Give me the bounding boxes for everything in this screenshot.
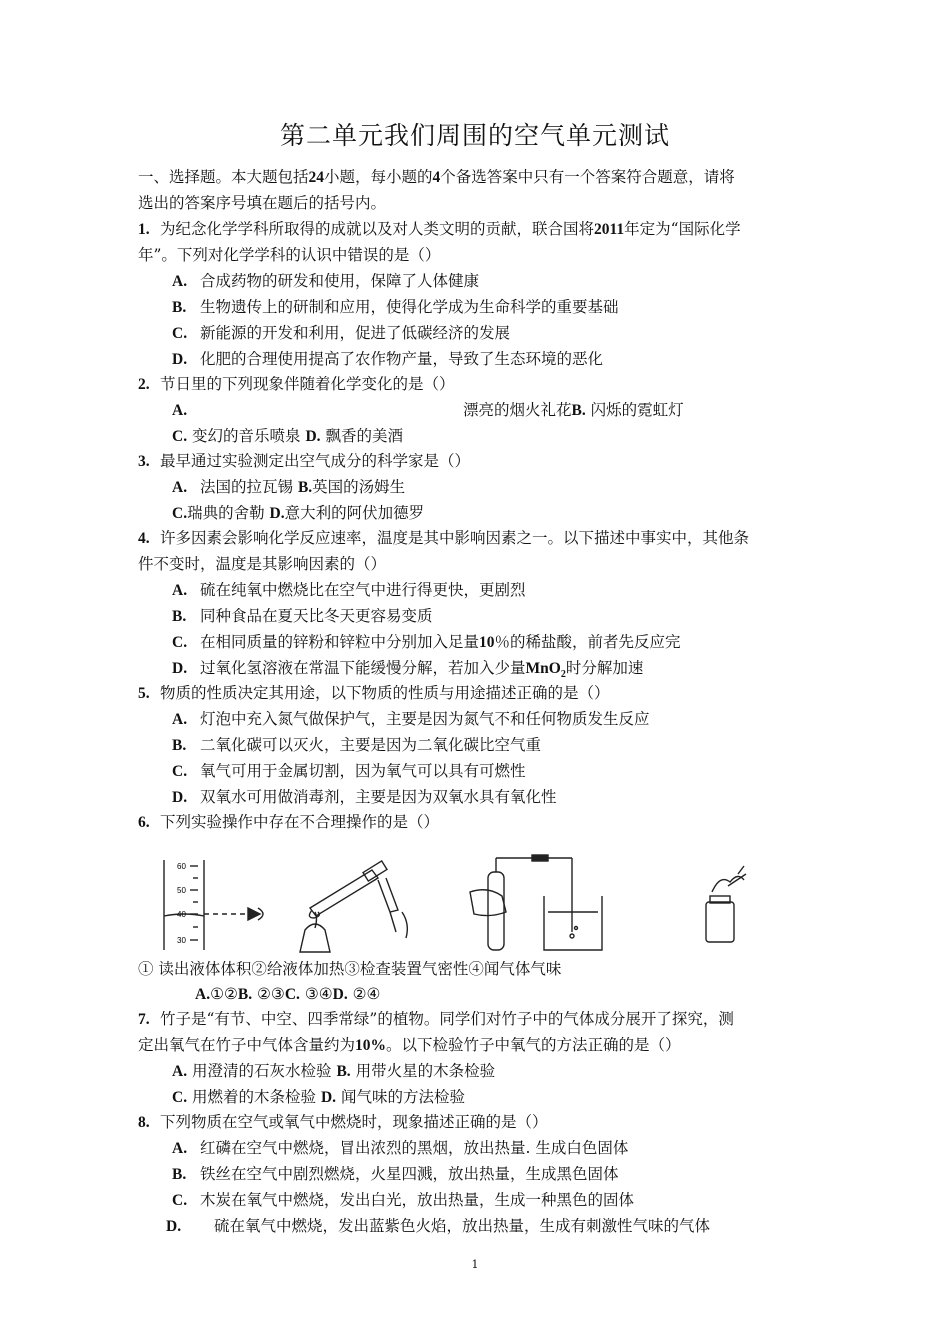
option-1c[interactable]: C. 新能源的开发和利用，促进了低碳经济的发展 — [172, 324, 511, 342]
option-2a-2b[interactable]: 漂亮的烟火礼花B. 闪烁的霓虹灯 — [463, 401, 684, 419]
options-6[interactable]: A.①②B. ②③C. ③④D. ②④ — [195, 985, 381, 1003]
experiment-figures — [140, 852, 800, 960]
question-5: 5. 物质的性质决定其用途，以下物质的性质与用途描述正确的是（） — [138, 684, 610, 702]
option-3a-3b[interactable]: A. 法国的拉瓦锡 B.英国的汤姆生 — [172, 478, 406, 496]
option-2c-2d[interactable]: C. 变幻的音乐喷泉 D. 飘香的美酒 — [172, 427, 403, 445]
option-5b[interactable]: B. 二氧化碳可以灭火，主要是因为二氧化碳比空气重 — [172, 736, 542, 754]
option-5a[interactable]: A. 灯泡中充入氮气做保护气，主要是因为氮气不和任何物质发生反应 — [172, 710, 650, 728]
option-1b[interactable]: B. 生物遗传上的研制和应用，使得化学成为生命科学的重要基础 — [172, 298, 619, 316]
question-8: 8. 下列物质在空气或氧气中燃烧时，现象描述正确的是（） — [138, 1113, 548, 1131]
page-title: 第二单元我们周围的空气单元测试 — [279, 121, 670, 150]
option-7c-7d[interactable]: C. 用燃着的木条检验 D. 闻气味的方法检验 — [172, 1088, 465, 1106]
option-7a-7b[interactable]: A. 用澄清的石灰水检验 B. 用带火星的木条检验 — [172, 1062, 496, 1080]
airtightness-check-figure — [470, 855, 602, 950]
tick-40: 40 — [177, 910, 186, 919]
option-8d[interactable]: D. 硫在氧气中燃烧，发出蓝紫色火焰，放出热量，生成有刺激性气味的气体 — [166, 1217, 711, 1235]
page-number: 1 — [471, 1258, 479, 1271]
test-tube-heating-figure — [300, 861, 407, 952]
question-2: 2. 节日里的下列现象伴随着化学变化的是（） — [138, 375, 455, 393]
question-6: 6. 下列实验操作中存在不合理操作的是（） — [138, 813, 440, 831]
section-intro-cont: 选出的答案序号填在题后的括号内。 — [138, 194, 387, 212]
question-4: 4. 许多因素会影响化学反应速率，温度是其中影响因素之一。以下描述中事实中，其他条 — [138, 529, 750, 547]
option-1a[interactable]: A. 合成药物的研发和使用，保障了人体健康 — [172, 272, 480, 290]
figure-captions: ① 读出液体体积②给液体加热③检查装置气密性④闻气体气味 — [138, 960, 562, 978]
option-4d[interactable]: D. 过氧化氢溶液在常温下能缓慢分解，若加入少量MnO$_2$时分解加速 — [172, 659, 644, 681]
option-8c[interactable]: C. 木炭在氧气中燃烧，发出白光，放出热量，生成一种黑色的固体 — [172, 1191, 635, 1209]
question-1: 1. 为纪念化学学科所取得的成就以及对人类文明的贡献，联合国将2011年定为“国际化学 — [138, 220, 741, 238]
option-1d[interactable]: D. 化肥的合理使用提高了农作物产量，导致了生态环境的恶化 — [172, 350, 604, 368]
question-3: 3. 最早通过实验测定出空气成分的科学家是（） — [138, 452, 471, 470]
option-8b[interactable]: B. 铁丝在空气中剧烈燃烧，火星四溅，放出热量，生成黑色固体 — [172, 1165, 619, 1183]
question-7-cont: 定出氧气在竹子中气体含量约为10%。以下检验竹子中氧气的方法正确的是（） — [138, 1036, 681, 1054]
option-5d[interactable]: D. 双氧水可用做消毒剂，主要是因为双氧水具有氧化性 — [172, 788, 557, 806]
option-4a[interactable]: A. 硫在纯氧中燃烧比在空气中进行得更快，更剧烈 — [172, 581, 526, 599]
option-5c[interactable]: C. 氧气可用于金属切割，因为氧气可以具有可燃性 — [172, 762, 526, 780]
question-1-cont: 年”。下列对化学学科的认识中错误的是（） — [138, 246, 441, 264]
option-3c-3d[interactable]: C.瑞典的舍勒 D.意大利的阿伏加德罗 — [172, 504, 425, 522]
smelling-gas-figure — [706, 866, 746, 942]
question-4-cont: 件不变时，温度是其影响因素的（） — [138, 555, 387, 573]
tick-50: 50 — [177, 886, 186, 895]
section-intro: 一、选择题。本大题包括24小题，每小题的4个备选答案中只有一个答案符合题意，请将 — [138, 168, 735, 186]
option-4b[interactable]: B. 同种食品在夏天比冬天更容易变质 — [172, 607, 433, 625]
tick-60: 60 — [177, 862, 186, 871]
tick-30: 30 — [177, 936, 186, 945]
option-8a[interactable]: A. 红磷在空气中燃烧，冒出浓烈的黑烟，放出热量. 生成白色固体 — [172, 1139, 629, 1157]
option-4c[interactable]: C. 在相同质量的锌粉和锌粒中分别加入足量10％的稀盐酸，前者先反应完 — [172, 633, 681, 651]
question-7: 7. 竹子是“有节、中空、四季常绿”的植物。同学们对竹子中的气体成分展开了探究，测 — [138, 1010, 734, 1028]
option-2a[interactable]: A. — [172, 402, 188, 419]
